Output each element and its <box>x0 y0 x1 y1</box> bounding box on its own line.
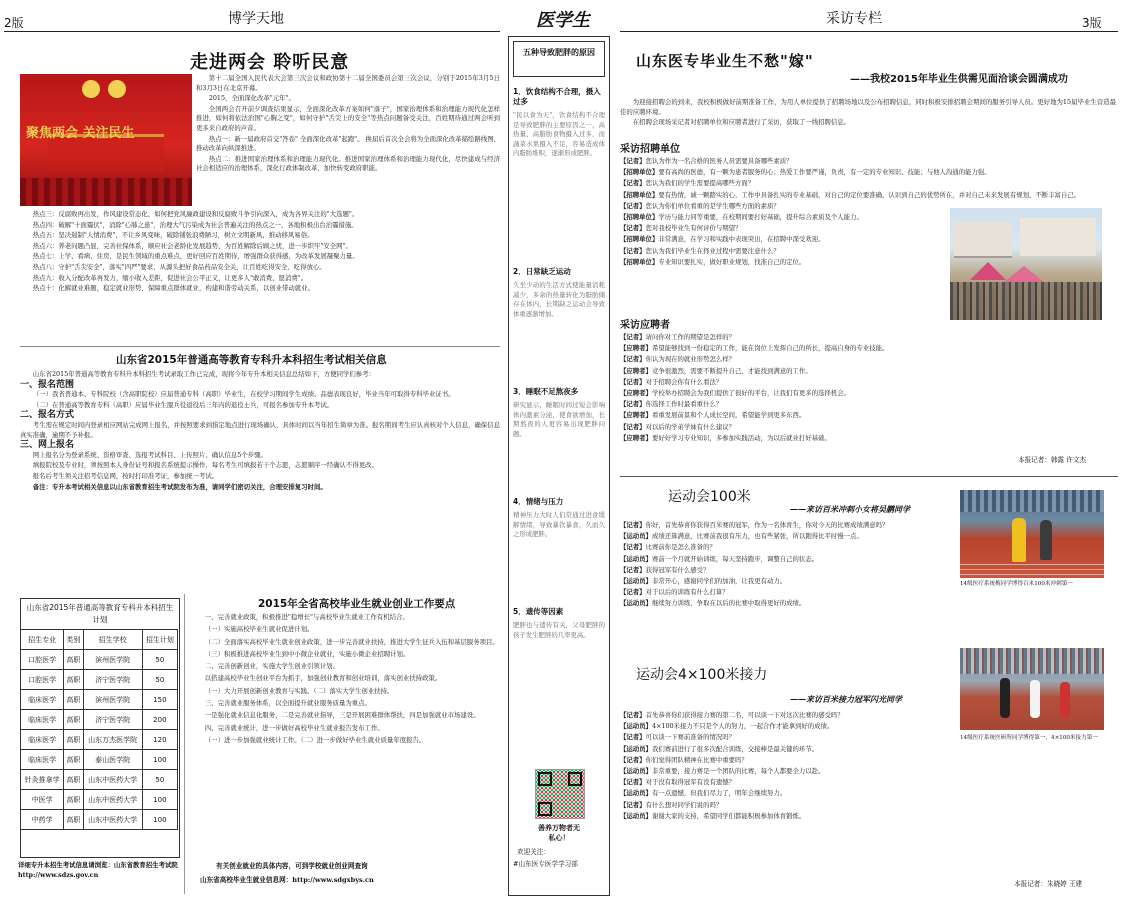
qa-line <box>620 520 956 531</box>
qa-line <box>620 354 1116 365</box>
plan-table-row <box>21 750 178 770</box>
qa-line <box>620 388 1116 399</box>
qa-text: 要好好学习专业知识，多参加实践活动，为以后就业打好基础。 <box>651 433 831 442</box>
qr-caption-motto: 善养万物者无 私心！ <box>538 823 580 842</box>
exam-item: 网上报名分为登录系统、资格审查、选报考试科目、上传照片、确认信息5个步骤。 <box>32 450 267 459</box>
campus-building <box>1020 218 1096 256</box>
jobs-item: （一）实施高校毕业生就业促进计划。 <box>204 625 314 634</box>
plan-table-cell: 120 <box>142 730 177 750</box>
qa-text: 您对我校毕业生有何评价与期望？ <box>645 224 742 233</box>
hot-point: 热点九：收入分配改革再发力，缩小收入差距，促进社会公平正义，让更多人"敢消费、愿消费"。 <box>32 273 308 282</box>
qa-speaker: 【应聘者】 <box>620 411 652 420</box>
left-header-rule <box>4 31 500 32</box>
plan-table-cell: 高职 <box>64 650 83 670</box>
plan-table-row <box>21 710 178 730</box>
exam-item: 填报院校及专业时，须按照本人身份证号和报名系统提示操作，每名考生可填报若干个志愿，志愿顺序一经确认不得更改。 <box>32 461 378 470</box>
qa-speaker: 【应聘者】 <box>620 389 652 398</box>
qa-speaker: 【应聘者】 <box>620 344 652 353</box>
jobs-item: 以搭建高校毕业生创业平台为抓手，加强创业教育和创业培训，落实创业扶持政策。 <box>204 674 442 683</box>
crowd <box>950 282 1102 320</box>
hot-point: 热点七：上学、看病、住房，是民生领域的重点难点，更好回应百姓期待，增强群众获得感，为改革发展凝聚力量。 <box>32 252 359 261</box>
section-divider <box>620 476 1118 477</box>
intro-paragraph: 热点二：推进国家治理体系和治理能力现代化。推进国家治理体系和治理能力现代化，尽快建成与经济社会相适应的治理体系，深化行政体制改革，加快转变政府职能。 <box>196 154 500 173</box>
qa-line <box>620 777 1116 788</box>
qa-speaker: 【运动员】 <box>620 577 652 586</box>
hot-point: 热点五：坚决遏制"人情消费"，不让乡风变味，破除铺张浪费陋习，树立文明新风，推动移风易俗。 <box>32 231 314 240</box>
sport2-subtitle: ——来访百米接力冠军闪光同学 <box>790 694 902 704</box>
hot-point: 热点八：守护"舌尖安全"，落实"四严"要求，从源头把好食品药品安全关，让百姓吃得安全、吃得放心。 <box>32 262 326 271</box>
qa-speaker: 【应聘者】 <box>620 433 652 442</box>
qa-text: 要有高尚的医德，有一颗为患者服务的心；热爱工作要严谨，负责，有一定的专业知识、技能；与他人沟通的能力强。 <box>658 168 991 177</box>
qa-line <box>620 800 1116 811</box>
sport2-title: 运动会4×100米接力 <box>636 667 768 683</box>
lianghui-hot-points <box>20 210 500 342</box>
qa-line <box>620 201 946 212</box>
plan-table-cell: 临床医学 <box>21 750 64 770</box>
exam-section-title: 一、报名范围 <box>20 379 75 390</box>
jobs-footer-note: 有关创业就业的具体内容，可到学校就业创业网查询 <box>216 862 368 870</box>
qa-speaker: 【记者】 <box>620 246 646 255</box>
qa-text: 要有热情，诚一颗踏实的心，工作中具备扎实的专业基础，对自己的定位要准确，认识到自己的优势所在，并对自己未来发展有规划，不断丰富自己。 <box>658 190 1081 199</box>
qa-speaker: 【记者】 <box>620 521 646 529</box>
jobs-item: （二）全面落实高校毕业生就业创业政策，进一步完善就业扶持，推进大学生征兵入伍和基层服务项目。 <box>204 637 499 646</box>
sprint-photo-caption: 14级医疗系统梅同学博得百米100米冲刺第一 <box>960 581 1073 587</box>
qa-text: 对于没有取得冠军有没有遗憾？ <box>645 778 736 787</box>
qa-text: 成绩还算满意，比赛前我很有压力，也有些紧张，所以跑得比平时慢一点。 <box>651 532 863 541</box>
qa-line <box>620 788 1116 799</box>
plan-table-cell: 高职 <box>64 810 83 830</box>
recruit-intro-paragraph: 为迎接招聘会的到来，我校积极做好前期准备工作，为用人单位提供了招聘场地以及公布招聘信息，同时积极安排招聘会期间的服务引导人员。更好地为15届毕业生营造最佳的应聘环境。 <box>620 98 1116 116</box>
qa-text: 赛前一个月就开始训练，每天坚持跑步，调整自己的状态。 <box>651 554 819 563</box>
sidebar-title: 五种导致肥胖的原因 <box>513 41 605 77</box>
left-page-number: 2版 <box>4 16 24 30</box>
jobs-item: 一是强化就业信息化服务，二是完善就业指导，三是开展困难群体帮扶，四是加强就业市场建设。 <box>204 711 480 720</box>
plan-table-row <box>21 810 178 830</box>
plan-table-cell: 临床医学 <box>21 690 64 710</box>
hot-point: 热点三：反腐败再出发，作风建设常态化，如何把党风廉政建设和反腐败斗争引向深入，成为各界关注的"大选题"。 <box>32 210 359 218</box>
employer-interview <box>620 156 1081 312</box>
sidebar-item-body: 精神压力大时人们常通过进食缓解情绪，导致暴饮暴食，久而久之形成肥胖。 <box>513 511 605 539</box>
campus-building <box>954 222 1012 258</box>
plan-table-cell: 高职 <box>64 770 83 790</box>
qa-speaker: 【运动员】 <box>620 744 652 753</box>
qa-line <box>620 811 1116 822</box>
sport1-title: 运动会100米 <box>668 489 751 505</box>
qr-caption-follow: 欢迎关注： <box>517 848 550 856</box>
exam-intro: 山东省2015年普通高等教育专科升本科招生考试录取工作已完成，现将今年专升本相关信息总结如下，方便同学们参考： <box>32 370 375 378</box>
plan-table-cell: 100 <box>142 790 177 810</box>
qa-line <box>620 223 946 234</box>
qa-text: 对于以后的训练有什么打算？ <box>645 588 729 597</box>
intro-paragraph: 全国两会召开前夕调查结果显示，全面深化改革方案如何"落子"，国家治理体系和治理能力现代化怎样推进，如何将依法治国"心胸之变"，如何守护"舌尖上的安全"等热点问题备受关注，百姓期待通过两会听到更多来自政府的声音。 <box>196 104 500 132</box>
jobs-item: 二、完善创新创业，实施大学生创业引领计划。 <box>204 662 339 671</box>
qa-line <box>620 366 1116 377</box>
qa-line <box>620 598 956 609</box>
relay-photo <box>960 648 1104 730</box>
qa-speaker: 【招聘单位】 <box>620 190 659 199</box>
qa-line <box>620 377 1116 388</box>
jobs-item: 四、完善就业统计，进一步做好高校毕业生就业报告发布工作。 <box>204 723 384 732</box>
banner-crowd-strip <box>20 178 192 206</box>
plan-table-cell: 济宁医学院 <box>83 710 142 730</box>
exam-item: 考生需在规定时间内登录相应网站完成网上报名，并按照要求到指定地点进行现场确认，具体时间以当年招生简章为准。报名期间考生应认真核对个人信息，确保信息真实准确，逾期不予补报。 <box>20 420 500 439</box>
intro-paragraph: 热点一：新一届政府首交"答卷" 全面深化改革"起跑"。 换届后首次全会将为全面深化改革描绘路线图，推动改革向纵深推进。 <box>196 134 500 153</box>
plan-table-cell: 高职 <box>64 730 83 750</box>
qa-text: 首先恭喜你们获得接力赛的第二名，可以谈一下对这次比赛的感受吗？ <box>645 711 844 719</box>
sidebar-item-title: 4．情绪与压力 <box>513 497 564 506</box>
plan-footer-link: 详细专升本招生考试信息请浏览：山东省教育招生考试院 http://www.sdzs.gov.cn <box>18 861 178 879</box>
plan-table-row <box>21 730 178 750</box>
qa-line <box>620 246 946 257</box>
health-sidebar <box>508 36 610 896</box>
job-fair-photo <box>950 208 1102 320</box>
plan-table-cell: 50 <box>142 650 177 670</box>
qa-text: 你选择工作时最看重什么？ <box>645 400 723 409</box>
column-divider <box>184 594 185 894</box>
stands-crowd <box>960 490 1104 512</box>
qa-line <box>620 531 956 542</box>
plan-table-cell: 100 <box>142 810 177 830</box>
track-lanes <box>960 564 1104 578</box>
qa-speaker: 【招聘单位】 <box>620 235 659 244</box>
sidebar-item-title: 2．日常缺乏运动 <box>513 267 571 276</box>
plan-table-cell: 山东中医药大学 <box>83 790 142 810</box>
plan-table-cell: 高职 <box>64 670 83 690</box>
intro-paragraph: 2015，全面深化改革"元年"。 <box>208 94 295 103</box>
jobs-item: （一）大力开展创新创业教育与实践。（二）落实大学生创业扶持。 <box>204 686 394 695</box>
plan-table-cell: 山东中医药大学 <box>83 770 142 790</box>
qa-line <box>620 234 946 245</box>
banner-slogan: 聚焦两会 关注民生 <box>26 126 135 141</box>
qa-text: 学历与能力同等重要，在校期间要打好基础，提升综合素质及个人能力。 <box>658 213 863 222</box>
qa-line <box>620 156 946 167</box>
qa-line <box>620 766 1116 777</box>
qa-line <box>620 576 956 587</box>
intro-paragraph: 第十二届全国人民代表大会第三次会议和政协第十二届全国委员会第三次会议，分别于2015年3月5日和3月3日在北京开幕。 <box>196 74 500 92</box>
section-employer-title: 采访招聘单位 <box>620 144 680 155</box>
section-applicant-title: 采访应聘者 <box>620 320 670 331</box>
plan-table-cell: 口腔医学 <box>21 670 64 690</box>
qa-text: 非常开心，感谢同学们的加油，让我更有动力。 <box>651 577 787 586</box>
cppcc-emblem-icon <box>108 80 126 98</box>
stands-crowd <box>960 648 1104 674</box>
qr-caption-account: #山东医专医学学习部 <box>513 860 578 868</box>
jobs-body <box>192 612 500 856</box>
national-emblem-icon <box>82 80 100 98</box>
lianghui-banner-image <box>20 74 192 206</box>
right-page-number: 3版 <box>1082 16 1102 30</box>
plan-table-body <box>21 650 178 830</box>
jobs-footer-link: 山东省高校毕业生就业信息网：http://www.sdgxbys.cn <box>200 876 374 884</box>
qa-speaker: 【运动员】 <box>620 811 652 820</box>
plan-table-cell: 临床医学 <box>21 730 64 750</box>
qa-text: 可以谈一下赛前准备的情况吗？ <box>645 733 736 742</box>
plan-header-major: 招生专业 <box>21 630 64 650</box>
plan-table-cell: 中药学 <box>21 810 64 830</box>
qa-speaker: 【招聘单位】 <box>620 213 659 222</box>
qa-text: 您认为你们单位看重的是学生哪些方面的素质？ <box>645 201 780 210</box>
qa-text: 专业知识要扎实，做好职业规划，找准自己的定位。 <box>658 257 806 266</box>
qa-speaker: 【记者】 <box>620 711 646 719</box>
jobs-item: 一、完善就业政策，积极推进"稳增长"与高校毕业生就业工作有机结合。 <box>204 613 409 621</box>
exam-item: 报名后考生须关注招考信息网，按时打印准考证，参加统一考试。 <box>32 471 219 480</box>
tent <box>970 262 1006 280</box>
exam-note: 备注：专升本考试相关信息以山东省教育招生考试院发布为准，请同学们密切关注，合理安排复习时间。 <box>32 482 327 491</box>
qa-line <box>620 542 956 553</box>
plan-table-row <box>21 790 178 810</box>
left-section-title: 博学天地 <box>228 11 284 27</box>
qa-text: 谢谢大家的支持，希望同学们都能积极参加体育锻炼。 <box>651 811 806 820</box>
qa-speaker: 【记者】 <box>620 422 646 431</box>
recruit-intro <box>620 98 1116 138</box>
relay-runner-figure <box>1030 680 1040 718</box>
plan-table-cell: 100 <box>142 750 177 770</box>
plan-table-row <box>21 670 178 690</box>
plan-table-cell: 中医学 <box>21 790 64 810</box>
plan-header-school: 招生学校 <box>83 630 142 650</box>
qa-speaker: 【记者】 <box>620 400 646 409</box>
qa-text: 比赛前你是怎么准备的？ <box>645 543 716 552</box>
lianghui-intro <box>196 74 500 206</box>
qa-text: 希望能够找到一份稳定的工作，能在岗位上发挥自己的所长，提高自身的专业技能。 <box>651 344 889 353</box>
exam-section-title: 三、网上报名 <box>20 440 75 451</box>
jobs-item: （一）进一步加强就业统计工作。（二）进一步做好毕业生就业质量年度报告。 <box>204 735 426 744</box>
qa-speaker: 【招聘单位】 <box>620 257 659 266</box>
qa-speaker: 【运动员】 <box>620 532 652 541</box>
sidebar-item-body: 研究显示，睡眠时间过短会影响体内激素分泌，使食欲增加，长期熬夜的人更容易出现肥胖问题。 <box>513 401 605 438</box>
plan-table-cell: 200 <box>142 710 177 730</box>
qa-text: 有一点遗憾，但我们尽力了，明年会继续努力。 <box>651 789 787 798</box>
relay-runner-figure <box>1000 678 1010 718</box>
exam-item: （一）我省普通本、专科院校（含高职院校）应届普通专科（高职）毕业生，在校学习期间学生成绩、品德表现良好，毕业当年可取得专科毕业证书。 <box>32 390 455 399</box>
logo-calligraphy: 医学生 <box>536 10 590 31</box>
qa-speaker: 【记者】 <box>620 157 646 165</box>
runner-figure <box>1040 520 1052 560</box>
qa-line <box>620 744 1116 755</box>
qa-text: 你们觉得团队精神在比赛中重要吗？ <box>645 755 748 764</box>
qa-speaker: 【招聘单位】 <box>620 168 659 177</box>
plan-table-cell: 针灸推拿学 <box>21 770 64 790</box>
qa-line <box>620 410 1116 421</box>
recruit-headline: 山东医专毕业生不愁"嫁" <box>636 52 814 70</box>
qa-text: 我们赛前进行了很多次配合训练，交接棒是最关键的环节。 <box>651 744 819 753</box>
qa-speaker: 【应聘者】 <box>620 366 652 375</box>
qa-speaker: 【记者】 <box>620 543 646 552</box>
plan-table-title: 山东省2015年普通高等教育专科升本科招生计划 <box>26 603 174 624</box>
qa-speaker: 【记者】 <box>620 355 646 364</box>
qa-line <box>620 167 991 178</box>
plan-table-cell: 山东中医药大学 <box>83 810 142 830</box>
right-section-title: 采访专栏 <box>826 11 882 27</box>
qa-speaker: 【记者】 <box>620 588 646 597</box>
qa-speaker: 【记者】 <box>620 377 646 386</box>
qa-speaker: 【记者】 <box>620 778 646 787</box>
qa-text: 对以后的学弟学妹有什么建议？ <box>645 422 736 431</box>
qa-line <box>620 433 1116 444</box>
qa-speaker: 【运动员】 <box>620 767 652 776</box>
qa-text: 您认为作为一名合格的医务人员需要具备哪些素质？ <box>645 157 793 165</box>
sport1-subtitle: ——来访百米冲刺小女将吴鹏同学 <box>790 504 910 514</box>
jobs-title: 2015年全省高校毕业生就业创业工作要点 <box>258 598 456 610</box>
plan-table-cell: 50 <box>142 770 177 790</box>
right-header-rule <box>620 31 1118 32</box>
qa-text: 看重发展前景和个人成长空间，希望能学到更多东西。 <box>651 411 806 420</box>
plan-table-cell: 150 <box>142 690 177 710</box>
plan-table-cell: 高职 <box>64 750 83 770</box>
qa-speaker: 【记者】 <box>620 755 646 764</box>
plan-table-row <box>21 690 178 710</box>
qa-speaker: 【记者】 <box>620 565 646 574</box>
sprinter-figure <box>1012 518 1026 562</box>
sidebar-item-title: 5．遗传等因素 <box>513 607 564 616</box>
qa-text: 你认为现在的就业形势怎么样？ <box>645 355 736 364</box>
byline-sports: 本报记者：朱晓婷 王建 <box>1014 880 1083 888</box>
plan-table-cell: 山东万杰医学院 <box>83 730 142 750</box>
plan-table-row <box>21 770 178 790</box>
enrollment-plan-table <box>20 629 178 830</box>
exam-item: （二）在普通高等教育专科（高职）应届毕业生服兵役退役后三年内的退役士兵，可报名参加专升本考试。 <box>32 400 334 409</box>
qa-line <box>620 587 956 598</box>
plan-table-cell: 高职 <box>64 710 83 730</box>
plan-table-cell: 高职 <box>64 690 83 710</box>
qa-text: 学校举办招聘会为我们提供了很好的平台，让我们有更多的选择机会。 <box>651 389 851 398</box>
hot-point: 热点六：养老问题凸显，完善社保体系，顺应社会老龄化发展趋势，为百姓解除后顾之忧，进一步织牢"安全网"。 <box>32 241 352 250</box>
hot-point: 热点四：破解"十面霾伏"，消除"心肺之患"，治理大气污染成为社会普遍关注的热点之一，各地积极出台治霾措施。 <box>32 220 358 229</box>
sport1-interview <box>620 520 956 640</box>
plan-table-cell: 临床医学 <box>21 710 64 730</box>
qa-text: 竞争很激烈，需要不断提升自己，才能找到满意的工作。 <box>651 366 812 375</box>
qa-text: 获得冠军有什么感受？ <box>645 565 710 574</box>
applicant-interview <box>620 332 1116 456</box>
plan-table-row <box>21 650 178 670</box>
plan-header-count: 招生计划 <box>142 630 177 650</box>
qa-speaker: 【记者】 <box>620 224 646 233</box>
section-divider <box>20 346 500 347</box>
qa-line <box>620 755 1116 766</box>
qa-text: 请问你对工作的期望是怎样的？ <box>645 333 736 341</box>
exam-info-title: 山东省2015年普通高等教育专科升本科招生考试相关信息 <box>116 354 387 366</box>
exam-section-title: 二、报名方式 <box>20 410 75 421</box>
plan-header-type: 类别 <box>64 630 83 650</box>
qa-speaker: 【运动员】 <box>620 722 652 731</box>
qa-speaker: 【记者】 <box>620 179 646 188</box>
qa-text: 对于招聘会你有什么看法？ <box>645 377 723 386</box>
sidebar-item-title: 3．睡眠不足熬夜多 <box>513 387 579 396</box>
qa-speaker: 【记者】 <box>620 333 646 341</box>
qa-speaker: 【运动员】 <box>620 599 652 608</box>
sidebar-item-body: 肥胖也与遗传有关，父母肥胖的孩子发生肥胖的几率更高。 <box>513 621 605 639</box>
plan-table-cell: 济宁医学院 <box>83 670 142 690</box>
byline-recruit: 本报记者：韩露 许文杰 <box>1018 456 1087 464</box>
qa-line <box>620 190 1081 201</box>
relay-photo-caption: 14级医疗系统医研所同学博得第一，4×100米接力第一 <box>960 735 1098 741</box>
sprint-photo <box>960 490 1104 578</box>
plan-table-cell: 高职 <box>64 790 83 810</box>
recruit-subhead: ——我校2015年毕业生供需见面洽谈会圆满成功 <box>850 74 1068 85</box>
qa-line <box>620 257 946 268</box>
qa-line <box>620 212 946 223</box>
plan-table-cell: 口腔医学 <box>21 650 64 670</box>
hot-point: 热点十：化解就业难题，稳定就业形势，保障重点群体就业，构建和谐劳动关系，以创业带动就业。 <box>32 284 314 293</box>
qa-line <box>620 399 1116 410</box>
qa-line <box>620 554 956 565</box>
jobs-item: （三）积极推进高校毕业生到中小微企业就业，实施小微企业招聘计划。 <box>204 649 410 658</box>
qa-line <box>620 332 1116 343</box>
qa-text: 继续努力训练，争取在以后的比赛中取得更好的成绩。 <box>651 599 806 608</box>
exam-info-body <box>20 370 500 592</box>
qa-text: 您认为我们毕业生在择业过程中需要注意什么？ <box>645 246 780 255</box>
qa-speaker: 【记者】 <box>620 800 646 809</box>
qa-speaker: 【运动员】 <box>620 789 652 798</box>
plan-table-cell: 泰山医学院 <box>83 750 142 770</box>
sidebar-item-body: 久坐少动的生活方式使能量消耗减少，多余的热量转化为脂肪储存在体内，长期缺乏运动会导致体重逐渐增加。 <box>513 281 605 318</box>
plan-table-cell: 滨州医学院 <box>83 650 142 670</box>
qa-text: 你好，首先恭喜你获得百米赛的冠军，作为一名体育生，你对今天的比赛成绩满意吗？ <box>645 521 889 529</box>
relay-runner-figure <box>1060 682 1070 718</box>
plan-table-cell: 滨州医学院 <box>83 690 142 710</box>
qa-text: 4×100米接力不只是个人的努力，一起合作才能拿到好的成绩。 <box>651 722 834 731</box>
qa-line <box>620 178 946 189</box>
qa-text: 有什么想对同学们说的吗？ <box>645 800 723 809</box>
qa-speaker: 【记者】 <box>620 733 646 742</box>
jobs-item: 三、完善就业服务体系，以全面提升就业服务质量为重点。 <box>204 699 371 708</box>
enrollment-plan-box <box>20 598 180 858</box>
qa-text: 非常重要，接力赛是一个团队的比赛，每个人都要全力以赴。 <box>651 767 825 776</box>
qa-speaker: 【运动员】 <box>620 554 652 563</box>
plan-table-cell: 50 <box>142 670 177 690</box>
sidebar-item-body: "民以食为天"，饮食结构不合理是导致肥胖的主要原因之一，高热量、高脂肪食物摄入过多，而蔬菜水果摄入不足，容易造成体内脂肪堆积，逐渐形成肥胖。 <box>513 111 605 158</box>
recruit-intro-paragraph: 在招聘会现场采记者对招聘单位和应聘者进行了采访，获取了一线招聘信息。 <box>632 118 851 127</box>
qa-text: 您认为我们的学生需要提高哪些方面？ <box>645 179 755 188</box>
qa-line <box>620 422 1116 433</box>
lianghui-headline: 走进两会 聆听民意 <box>190 52 350 73</box>
sidebar-item-title: 1．饮食结构不合理，摄入过多 <box>513 87 601 106</box>
qa-line <box>620 565 956 576</box>
qa-line <box>620 343 1116 354</box>
tent <box>1004 266 1044 282</box>
qr-code-image <box>535 769 585 819</box>
qa-speaker: 【记者】 <box>620 201 646 210</box>
qa-text: 非常满意，在学习和实践中表现突出，在招聘中深受欢迎。 <box>658 235 825 244</box>
